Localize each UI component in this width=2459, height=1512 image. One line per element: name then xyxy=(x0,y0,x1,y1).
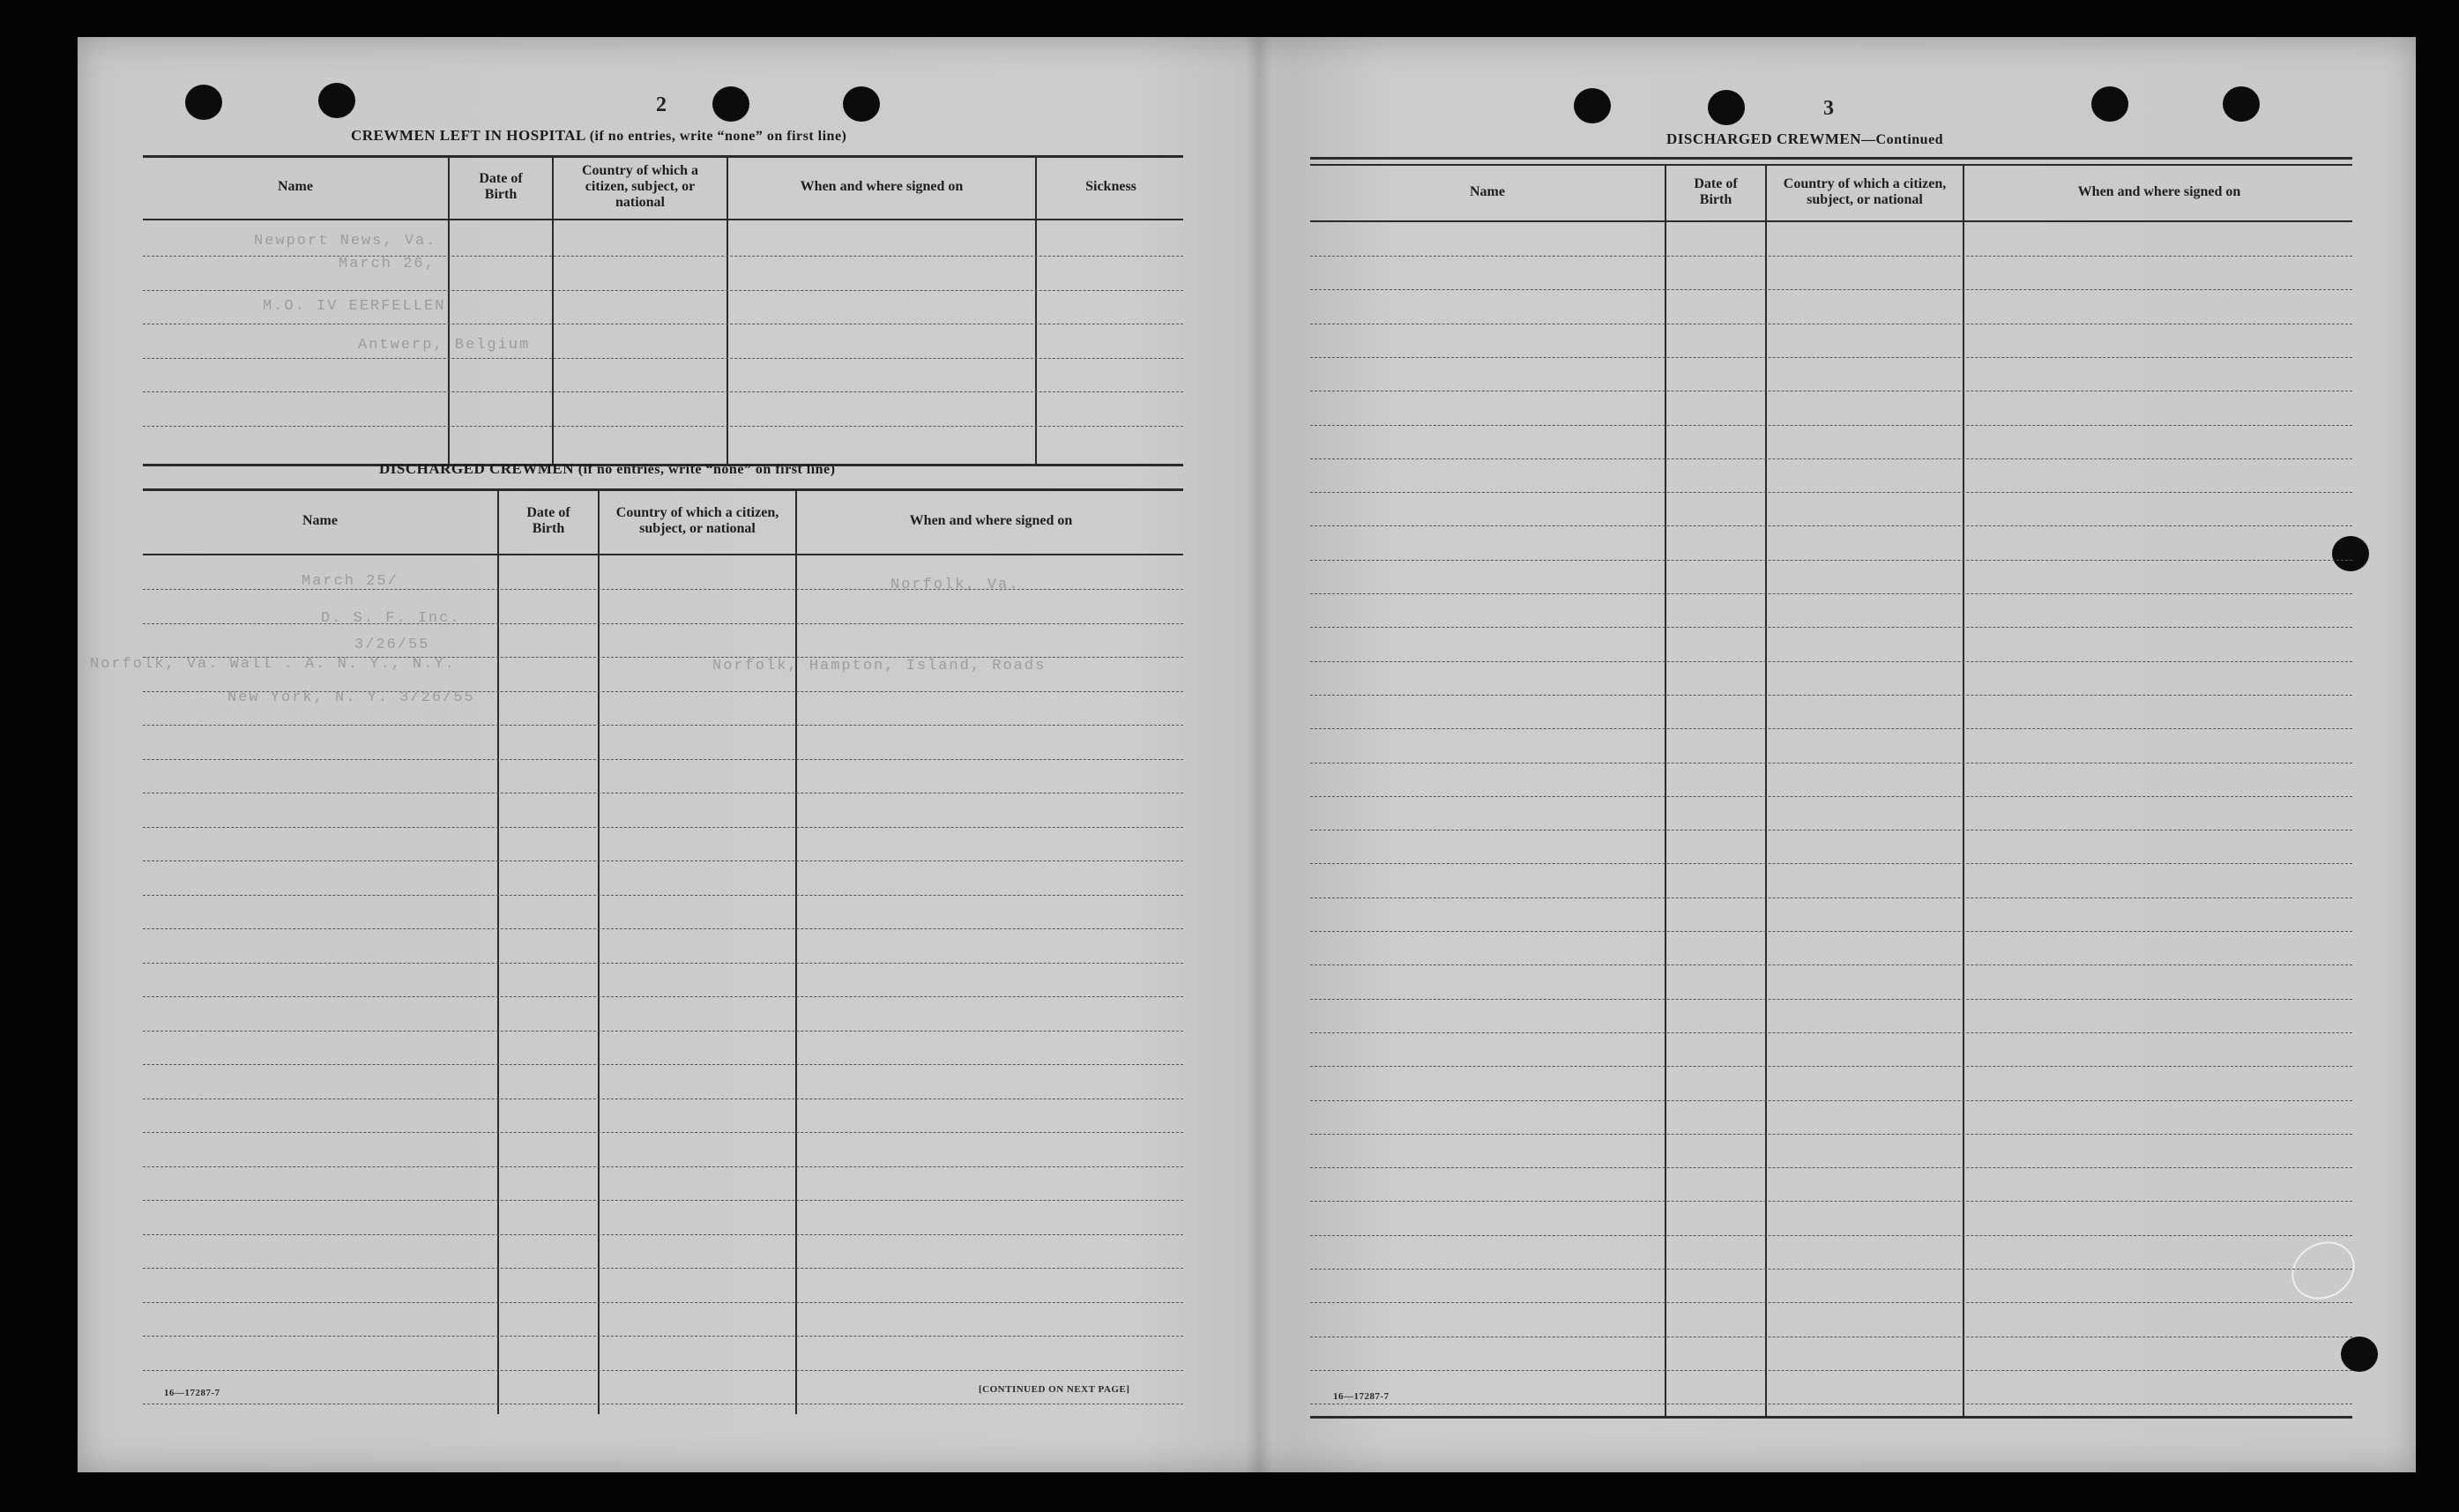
ruled-line xyxy=(143,426,1183,427)
ruled-line xyxy=(1310,999,2352,1000)
ruled-line xyxy=(1310,695,2352,696)
ruled-line xyxy=(1310,1235,2352,1236)
form-number-left: 16—17287-7 xyxy=(164,1388,220,1398)
ruled-line xyxy=(1310,492,2352,493)
bleed-through-text: 3/26/55 xyxy=(354,637,430,653)
ruled-line xyxy=(1310,593,2352,594)
ruled-line xyxy=(143,996,1183,997)
ruled-line xyxy=(1310,1370,2352,1371)
bleed-through-text: Antwerp, Belgium xyxy=(358,337,531,354)
ruled-line xyxy=(143,928,1183,929)
ruled-line xyxy=(1310,627,2352,628)
column-header-signed-on: When and where signed on xyxy=(909,513,1073,528)
punch-hole xyxy=(2223,86,2260,122)
ruled-line xyxy=(1310,289,2352,290)
ruled-line xyxy=(143,725,1183,726)
punch-hole xyxy=(185,85,222,120)
column-header-date-of-birth: Date of Birth xyxy=(479,171,523,202)
ruled-line xyxy=(143,1200,1183,1201)
punch-hole xyxy=(2091,86,2128,122)
ruled-line xyxy=(143,1132,1183,1133)
ruled-line xyxy=(143,895,1183,896)
ruled-line xyxy=(143,589,1183,590)
ruled-line xyxy=(1310,863,2352,864)
ruled-line xyxy=(143,1268,1183,1269)
bleed-through-text: Norfolk, Va. Wall . A. N. Y., N.Y. xyxy=(90,656,456,673)
ruled-line xyxy=(1310,560,2352,561)
ruled-line xyxy=(143,290,1183,291)
discharged-table-left xyxy=(143,488,1183,1416)
bleed-through-text: M.O. IV EERFELLEN xyxy=(263,298,446,315)
punch-hole xyxy=(1708,90,1745,125)
continued-note: [CONTINUED ON NEXT PAGE] xyxy=(979,1384,1130,1395)
column-header-name: Name xyxy=(302,513,338,528)
ruled-line xyxy=(1310,728,2352,729)
punch-hole xyxy=(1574,88,1611,123)
page-number-left: 2 xyxy=(656,93,667,116)
ruled-line xyxy=(1310,1167,2352,1168)
bleed-through-text: March 25/ xyxy=(302,573,399,590)
ruled-line xyxy=(1310,256,2352,257)
ruled-line xyxy=(1310,458,2352,459)
ruled-line xyxy=(143,759,1183,760)
ruled-line xyxy=(143,1302,1183,1303)
ruled-line xyxy=(1310,661,2352,662)
ruled-line xyxy=(143,827,1183,828)
form-number-right: 16—17287-7 xyxy=(1333,1391,1390,1402)
center-fold xyxy=(1246,37,1272,1472)
ruled-line xyxy=(143,1370,1183,1371)
column-header-name: Name xyxy=(1470,184,1505,199)
ruled-line xyxy=(143,256,1183,257)
ruled-line xyxy=(1310,1100,2352,1101)
ruled-line xyxy=(143,1234,1183,1235)
ruled-line xyxy=(1310,931,2352,932)
ruled-line xyxy=(143,963,1183,964)
ruled-line xyxy=(1310,1269,2352,1270)
ruled-line xyxy=(1310,357,2352,358)
column-header-signed-on: When and where signed on xyxy=(800,179,964,194)
column-header-name: Name xyxy=(278,179,313,194)
column-header-country: Country of which a citizen, subject, or national xyxy=(1783,176,1947,207)
punch-hole xyxy=(843,86,880,122)
ruled-line xyxy=(1310,1201,2352,1202)
bleed-through-text: New York, N. Y. 3/26/55 xyxy=(227,689,475,706)
ruled-line xyxy=(1310,525,2352,526)
ruled-line xyxy=(143,860,1183,861)
bleed-through-text: Newport News, Va. xyxy=(254,233,437,250)
ruled-line xyxy=(143,391,1183,392)
bleed-through-text: March 26, xyxy=(339,256,436,272)
discharged-section-title: DISCHARGED CREWMEN (if no entries, write “none” on first line) xyxy=(379,460,836,477)
column-header-date-of-birth: Date of Birth xyxy=(526,505,570,536)
ruled-line xyxy=(143,623,1183,624)
discharged-table-right xyxy=(1310,157,2352,1423)
ruled-line xyxy=(143,1336,1183,1337)
ruled-line xyxy=(1310,1302,2352,1303)
ruled-line xyxy=(143,1166,1183,1167)
ruled-line xyxy=(1310,1032,2352,1033)
document-sheet xyxy=(78,37,2416,1472)
column-header-date-of-birth: Date of Birth xyxy=(1694,176,1738,207)
page-number-right: 3 xyxy=(1823,97,1834,120)
ruled-line xyxy=(1310,1134,2352,1135)
bleed-through-text: Norfolk, Va. xyxy=(890,577,1020,593)
hospital-section-title: CREWMEN LEFT IN HOSPITAL (if no entries, write “none” on first line) xyxy=(351,127,847,144)
ruled-line xyxy=(1310,796,2352,797)
column-header-signed-on: When and where signed on xyxy=(2077,184,2241,199)
bleed-through-text: D. S. F. Inc. xyxy=(321,610,461,627)
discharged-continued-title: DISCHARGED CREWMEN—Continued xyxy=(1666,130,1944,147)
ruled-line xyxy=(1310,1066,2352,1067)
punch-hole xyxy=(712,86,749,122)
bleed-through-text: Norfolk, Hampton, Island, Roads xyxy=(712,658,1047,674)
ruled-line xyxy=(1310,425,2352,426)
column-header-sickness: Sickness xyxy=(1085,179,1136,194)
punch-hole xyxy=(318,83,355,118)
ruled-line xyxy=(143,358,1183,359)
ruled-line xyxy=(143,1064,1183,1065)
column-header-country: Country of which a citizen, subject, or national xyxy=(615,505,779,536)
ruled-line xyxy=(143,1031,1183,1032)
column-header-country: Country of which a citizen, subject, or national xyxy=(581,163,698,210)
